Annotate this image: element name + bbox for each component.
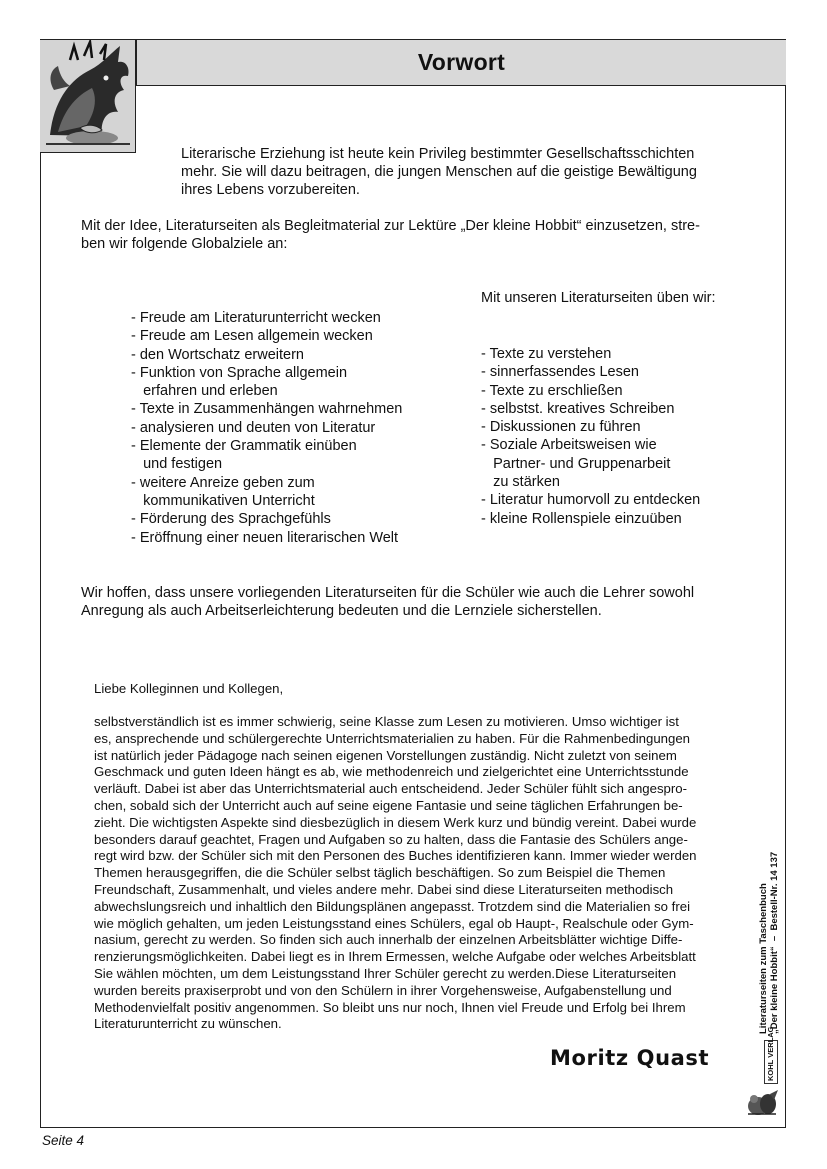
list-item: - Diskussionen zu führen [481,419,641,436]
publisher-name: KOHL VERLAG [766,1026,775,1081]
hope-line: Wir hoffen, dass unsere vorliegenden Literaturseiten für die Schüler wie auch die Lehrer sowohl [81,585,695,601]
letter-line: selbstverständlich ist es immer schwierig, seine Klasse zum Lesen zu motivieren. Umso wichtiger ist [94,714,679,729]
list-item: - Freude am Literaturunterricht wecken [131,310,381,326]
global-goals-list [131,309,402,547]
goals-intro-paragraph [81,217,741,253]
list-item: - Funktion von Sprache allgemein [131,364,348,381]
sidebar-product-info [758,852,780,1034]
list-item: - selbstst. kreatives Schreiben [481,400,675,417]
page-title: Vorwort [417,49,506,75]
list-item: - Soziale Arbeitsweisen wie [481,437,657,454]
intro-line: ihres Lebens vorzubereiten. [181,182,360,198]
list-item: - sinnerfassendes Lesen [481,364,639,381]
letter-line: Sie wählen möchten, um dem Leistungsstand Ihrer Schüler gerecht zu werden.Diese Literaturseiten [94,965,677,981]
list-item: - Texte in Zusammenhängen wahrnehmen [131,401,403,418]
letter-salutation: Liebe Kolleginnen und Kollegen, [94,681,284,696]
letter-line: nasium, gerecht zu werden. So finden sich auch innerhalb der einzelnen Arbeitsblätter wichtige Diffe- [94,932,683,948]
letter-line: wurden bereits praxiserprobt und von den Schülern in ihrer Vorgehensweise, Aufgabenstellung und [94,982,672,998]
list-item: - kleine Rollenspiele einzuüben [481,510,682,527]
list-item: - Elemente der Grammatik einüben [131,438,357,455]
list-item: kommunikativen Unterricht [131,492,315,509]
letter-line: zieht. Die wichtigsten Aspekte sind diesbezüglich in diesem Werk kurz und bündig vereint. Dabei wurde [94,814,697,830]
letter-line: es, ansprechende und schülergerechte Unterrichtsmaterialien zu haben. Für die Rahmenbedingungen [94,730,691,746]
list-item: zu stärken [481,474,560,491]
letter-line: Freundschaft, Zusammenhalt, und vieles andere mehr. Dabei sind diese Literaturseiten methodisch [94,881,674,897]
list-item: - Texte zu erschließen [481,382,623,399]
letter-line: abwechslungsreich und inhaltlich den Bildungsplänen angepasst. Trotzdem sind die Materialien so frei [94,898,690,914]
letter-line: regt wird bzw. der Schüler sich mit den Personen des Buches identifizieren kann. Immer wieder werden [94,848,697,864]
right-list-heading: Mit unseren Literaturseiten üben wir: [481,290,716,306]
letter-body [94,714,734,1033]
skills-list [481,345,700,528]
goals-intro-line: Mit der Idee, Literaturseiten als Begleitmaterial zur Lektüre „Der kleine Hobbit“ einzusetzen, stre- [81,218,700,234]
intro-paragraph [181,145,741,199]
hope-paragraph [81,584,741,620]
list-item: - weitere Anreize geben zum [131,474,315,491]
dragon-illustration-icon [40,40,136,153]
page-number: Seite 4 [42,1133,85,1148]
goals-intro-line: ben wir folgende Globalziele an: [81,236,288,252]
letter-line: besonders darauf geachtet, Fragen und Aufgaben so zu halten, dass die Fantasie des Schülers ange- [94,831,688,847]
letter-line: verläuft. Dabei ist aber das Unterrichtsmaterial auch entscheidend. Jeder Schüler fühlt sich angespro- [94,781,688,797]
list-item: - Förderung des Sprachgefühls [131,511,331,528]
letter-line: chen, sobald sich der Unterricht auch auf seine eigene Fantasie und seine täglichen Erfahrungen be- [94,797,683,813]
sidebar-line: „Der kleine Hobbit“ – Bestell-Nr. 14 137 [769,851,780,1034]
list-item: - analysieren und deuten von Literatur [131,419,376,436]
letter-line: renzierungsmöglichkeiten. Dabei liegt es in Ihrem Ermessen, welche Aufgabe oder welches Arbeitsblatt [94,949,696,965]
title-bar [136,40,786,86]
letter-line: wie möglich gehalten, um jeden Leistungsstand eines Schülers, egal ob Haupt-, Realschule oder Gym- [94,915,694,931]
list-item: erfahren und erleben [131,383,278,400]
letter-line: ist natürlich jeder Pädagoge nach seinen eigenen Vorstellungen zuständig. Nicht zuletzt von seinem [94,747,677,763]
list-item: und festigen [131,456,223,473]
intro-line: Literarische Erziehung ist heute kein Privileg bestimmter Gesellschaftsschichten [181,146,695,162]
publisher-logo [764,1026,778,1084]
signature: Moritz Quast [550,1046,710,1070]
list-item: - Literatur humorvoll zu entdecken [481,492,701,509]
hope-line: Anregung als auch Arbeitserleichterung bedeuten und die Lernziele sicherstellen. [81,603,602,619]
letter-line: Geschmack und guten Ideen hängt es ab, wie methodenreich und zielgerichtet eine Unterrichtsstunde [94,764,689,780]
list-item: - Eröffnung einer neuen literarischen Welt [131,529,399,546]
list-item: - Texte zu verstehen [481,346,612,362]
letter-line: Literaturunterricht zu wünschen. [94,1016,282,1032]
letter-line: Methodenvielfalt positiv angenommen. So bleibt uns nur noch, Ihnen viel Freude und Erfolg bei Ihrem [94,999,686,1015]
mouse-mascot-icon [744,1088,780,1118]
letter-line: Themen herausgegriffen, die die Schüler selbst täglich beschäftigen. So zum Beispiel die Themen [94,865,666,881]
list-item: - den Wortschatz erweitern [131,346,304,363]
intro-line: mehr. Sie will dazu beitragen, die jungen Menschen auf die geistige Bewältigung [181,164,697,180]
list-item: Partner- und Gruppenarbeit [481,455,671,472]
list-item: - Freude am Lesen allgemein wecken [131,328,373,345]
sidebar-line: Literaturseiten zum Taschenbuch [758,883,769,1034]
